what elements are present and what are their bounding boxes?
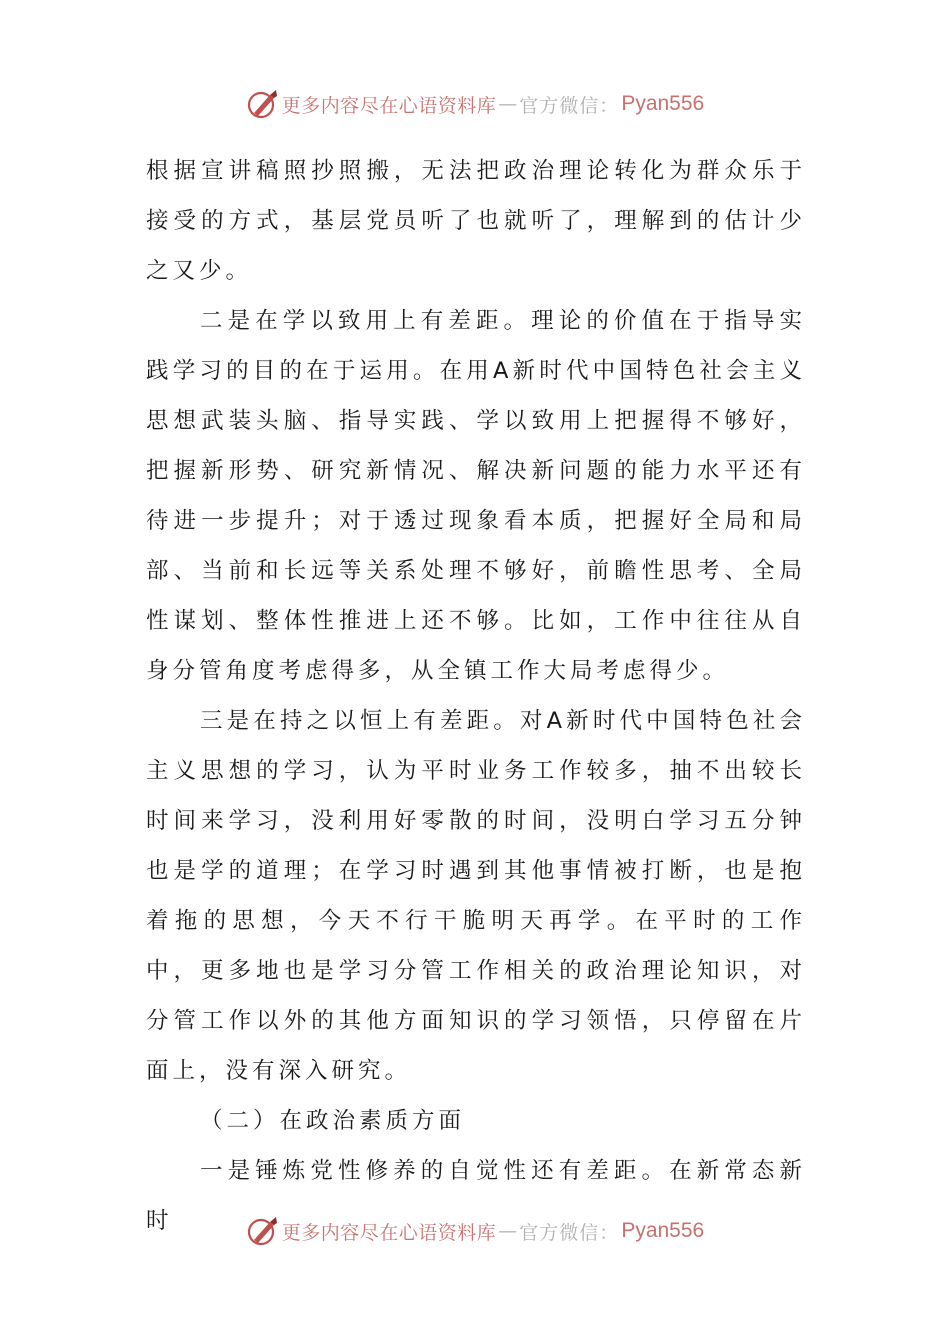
document-body [146, 146, 806, 1246]
wechat-handle: Pyan556 [621, 92, 705, 115]
site-name: 更多内容尽在心语资料库 [281, 1221, 497, 1244]
site-name: 更多内容尽在心语资料库 [281, 94, 497, 117]
pen-logo-icon [246, 87, 280, 121]
paragraph-apply-learning: 二是在学以致用上有差距。理论的价值在于指导实践学习的目的在于运用。在用A新时代中国特色社会主义思想武装头脑、指导实践、学以致用上把握得不够好，把握新形势、研究新情况、解决新问题的能力水平还有待进一步提升；对于透过现象看本质，把握好全局和局部、当前和长远等关系处理不够好，前瞻性思考、全局性谋划、整体性推进上还不够。比如，工作中往往从自身分管角度考虑得多，从全镇工作大局考虑得少。 [146, 308, 806, 684]
pen-logo-icon [246, 1214, 280, 1248]
footer-watermark-banner [0, 1211, 950, 1251]
wechat-label: 官方微信： [519, 94, 620, 117]
paragraph-party-spirit: 一是锤炼党性修养的自觉性还有差距。在新常态新时 [146, 1158, 806, 1234]
paragraph-continuation: 根据宣讲稿照抄照搬，无法把政治理论转化为群众乐于接受的方式，基层党员听了也就听了，理解到的估计少之又少。 [146, 158, 806, 284]
wechat-handle: Pyan556 [621, 1219, 705, 1242]
separator-dash: — [498, 93, 518, 115]
paragraph-persistence: 三是在持之以恒上有差距。对A新时代中国特色社会主义思想的学习，认为平时业务工作较多，抽不出较长时间来学习，没利用好零散的时间，没明白学习五分钟也是学的道理；在学习时遇到其他事情被打断，也是抱着拖的思想，今天不行干脆明天再学。在平时的工作中，更多地也是学习分管工作相关的政治理论知识，对分管工作以外的其他方面知识的学习领悟，只停留在片面上，没有深入研究。 [146, 708, 806, 1084]
separator-dash: — [498, 1220, 518, 1242]
wechat-label: 官方微信： [519, 1221, 620, 1244]
section-heading-political-quality: （二）在政治素质方面 [200, 1108, 466, 1134]
header-watermark-banner [0, 84, 950, 124]
